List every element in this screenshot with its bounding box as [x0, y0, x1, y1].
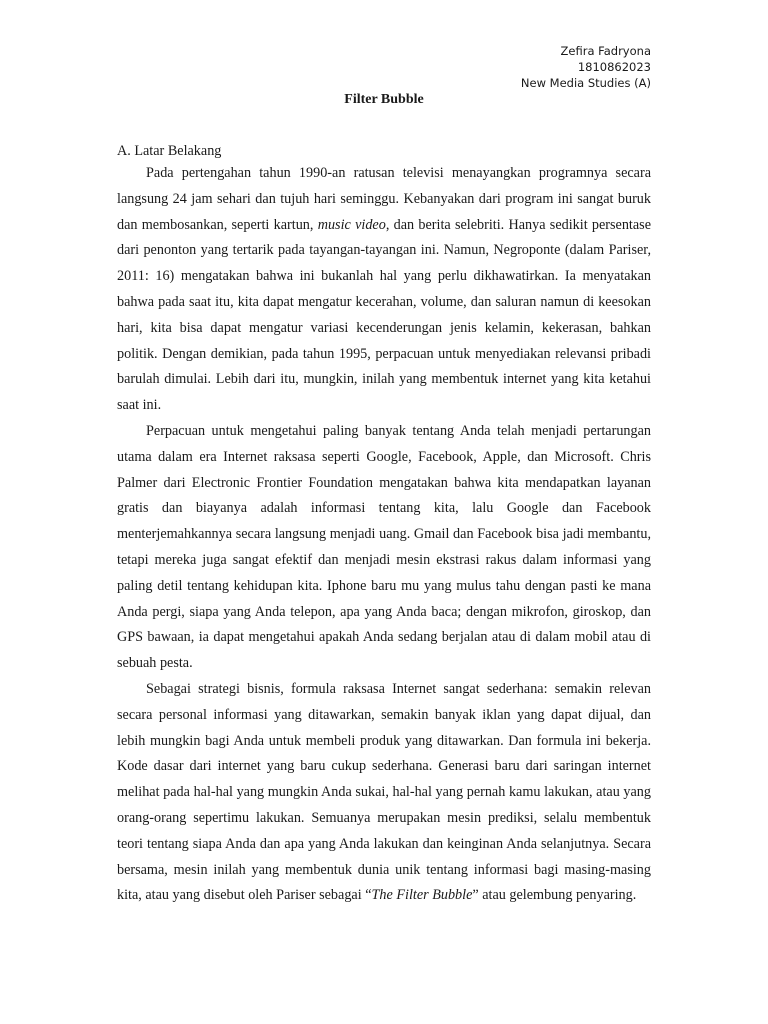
author-name: Zefira Fadryona: [560, 44, 651, 58]
body-text: [117, 161, 651, 909]
paragraph-2: [117, 419, 651, 677]
document-title: Filter Bubble: [344, 92, 424, 107]
paragraph-3-text-end: ” atau gelembung penyaring.: [472, 887, 637, 904]
author-block: [521, 43, 651, 91]
paragraph-2-text: Perpacuan untuk mengetahui paling banyak tentang Anda telah menjadi pertarungan utama dalam era Internet raksasa seperti Google, Facebook, Apple, dan Microsoft. Chris Palmer dari Electronic Frontier Foundation mengatakan bahwa kita mendapatkan layanan gratis dan biayanya adalah informasi tentang kita, lalu Google dan Facebook menterjemahkannya secara langsung menjadi uang. Gmail dan Facebook bisa jadi membantu, tetapi mereka juga sangat efektif dan menjadi mesin ekstrasi rakus dalam informasi yang paling detil tentang kehidupan kita. Iphone baru mu yang mulus tahu dengan pasti ke mana Anda pergi, siapa yang Anda telepon, apa yang Anda baca; dengan mikrofon, giroskop, dan GPS bawaan, ia dapat mengetahui apakah Anda sedang berjalan atau di dalam mobil atau di sebuah pesta.: [117, 422, 651, 672]
course-name: New Media Studies (A): [520, 76, 651, 90]
student-id: 1810862023: [577, 60, 651, 74]
section-heading: A. Latar Belakang: [117, 143, 222, 159]
paragraph-1-italic: music video: [317, 216, 386, 233]
paragraph-1-text-end: , dan berita selebriti. Hanya sedikit persentase dari penonton yang tertarik pada tayangan-tayangan ini. Namun, Negroponte (dalam Pariser, 2011: 16) mengatakan bahwa ini bukanlah hal yang perlu dikhawatirkan. Ia menyatakan bahwa pada saat itu, kita dapat mengatur kecerahan, volume, dan saluran namun di keesokan hari, kita bisa dapat mengatur variasi kecenderungan jenis kelamin, kekerasan, bahkan politik. Dengan demikian, pada tahun 1995, perpacuan untuk menyediakan relevansi pribadi barulah dimulai. Lebih dari itu, mungkin, inilah yang membentuk internet yang kita ketahui saat ini.: [117, 216, 651, 414]
paragraph-1: [117, 161, 651, 419]
paragraph-3-italic: The Filter Bubble: [371, 887, 473, 904]
paragraph-3-text: Sebagai strategi bisnis, formula raksasa Internet sangat sederhana: semakin relevan secara personal informasi yang ditawarkan, semakin banyak iklan yang dapat dijual, dan lebih mungkin bagi Anda untuk membeli produk yang ditawarkan. Dan formula ini bekerja. Kode dasar dari internet yang baru cukup sederhana. Generasi baru dari saringan internet melihat pada hal-hal yang mungkin Anda sukai, hal-hal yang pernah kamu lakukan, atau yang orang-orang sepertimu lakukan. Semuanya merupakan mesin prediksi, selalu membentuk teori tentang siapa Anda dan apa yang Anda lakukan dan keinginan Anda selanjutnya. Secara bersama, mesin inilah yang membentuk dunia unik tentang informasi bagi masing-masing kita, atau yang disebut oleh Pariser sebagai “: [117, 680, 651, 904]
paragraph-1-text: Pada pertengahan tahun 1990-an ratusan televisi menayangkan programnya secara langsung 24 jam sehari dan tujuh hari seminggu. Kebanyakan dari program ini sangat buruk dan membosankan, seperti kartun,: [117, 165, 651, 233]
paragraph-3: [117, 677, 651, 909]
